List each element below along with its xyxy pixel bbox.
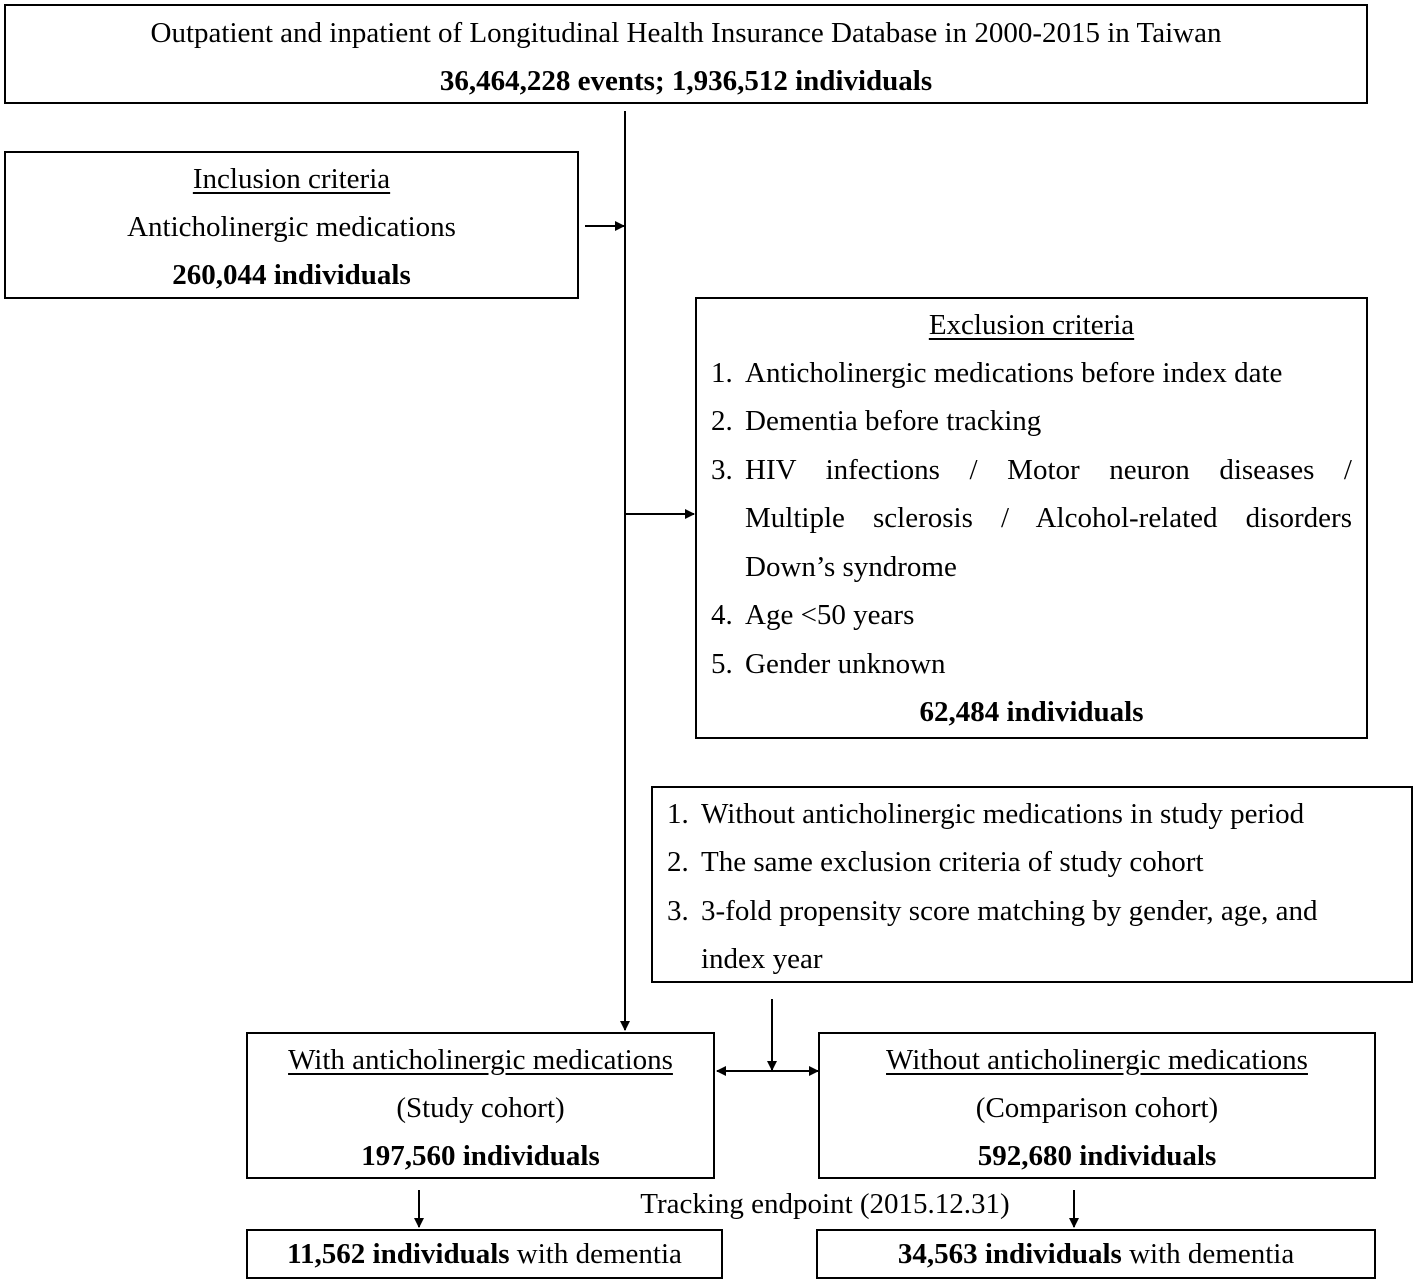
inclusion-criteria-box (4, 151, 579, 299)
study-cohort-label: (Study cohort) (396, 1092, 565, 1124)
matching-item-text-line2: index year (701, 943, 823, 975)
study-cohort-heading: With anticholinergic medications (288, 1044, 673, 1076)
study-outcome-suffix: with dementia (509, 1238, 682, 1270)
exclusion-item-text: Dementia before tracking (745, 405, 1042, 437)
study-outcome-count: 11,562 individuals (287, 1238, 510, 1270)
inclusion-heading: Inclusion criteria (192, 163, 391, 195)
exclusion-item-text: Anticholinergic medications before index date (745, 357, 1283, 389)
inclusion-item: Anticholinergic medications (127, 211, 456, 243)
exclusion-count: 62,484 individuals (919, 696, 1144, 728)
exclusion-item-number: 2. (711, 405, 733, 437)
exclusion-item-text: Age <50 years (745, 599, 915, 631)
comparison-outcome-suffix: with dementia (1121, 1238, 1295, 1270)
matching-item-number: 2. (667, 846, 689, 878)
source-database-box (4, 4, 1368, 104)
comparison-cohort-label: (Comparison cohort) (975, 1092, 1219, 1124)
exclusion-criteria-box (695, 297, 1368, 739)
inclusion-count: 260,044 individuals (172, 259, 411, 291)
matching-item-text-line1: 3-fold propensity score matching by gender, age, and (701, 895, 1318, 927)
source-count: 36,464,228 events; 1,936,512 individuals (439, 65, 933, 97)
exclusion-item-number: 3. (711, 454, 733, 486)
comparison-outcome-text (818, 1230, 1374, 1278)
matching-item-number: 3. (667, 895, 689, 927)
comparison-cohort-box (818, 1032, 1376, 1179)
study-outcome-box (246, 1229, 723, 1279)
comparison-cohort-heading: Without anticholinergic medications (886, 1044, 1308, 1076)
exclusion-item-number: 4. (711, 599, 733, 631)
study-cohort-box (246, 1032, 715, 1179)
study-cohort-count: 197,560 individuals (361, 1140, 600, 1172)
matching-item-text: Without anticholinergic medications in study period (701, 798, 1305, 830)
matching-item-text: The same exclusion criteria of study cohort (701, 846, 1204, 878)
matching-item-number: 1. (667, 798, 689, 830)
comparison-cohort-count: 592,680 individuals (977, 1140, 1217, 1172)
comparison-outcome-count: 34,563 individuals (897, 1238, 1122, 1270)
source-title: Outpatient and inpatient of Longitudinal Health Insurance Database in 2000-2015 in Taiwan (150, 17, 1222, 49)
exclusion-item-text-line2: Multiple sclerosis / Alcohol-related disorders (745, 502, 1352, 534)
study-outcome-text (248, 1230, 721, 1278)
comparison-outcome-box (816, 1229, 1376, 1279)
exclusion-item-number: 1. (711, 357, 733, 389)
exclusion-item-text-line3: Down’s syndrome (745, 551, 957, 583)
exclusion-item-text-line1: HIV infections / Motor neuron diseases / (745, 454, 1352, 486)
exclusion-heading: Exclusion criteria (928, 309, 1135, 341)
exclusion-item-text: Gender unknown (745, 648, 946, 680)
tracking-endpoint-label: Tracking endpoint (2015.12.31) (640, 1188, 1010, 1220)
exclusion-item-number: 5. (711, 648, 733, 680)
matching-criteria-box (651, 786, 1413, 983)
